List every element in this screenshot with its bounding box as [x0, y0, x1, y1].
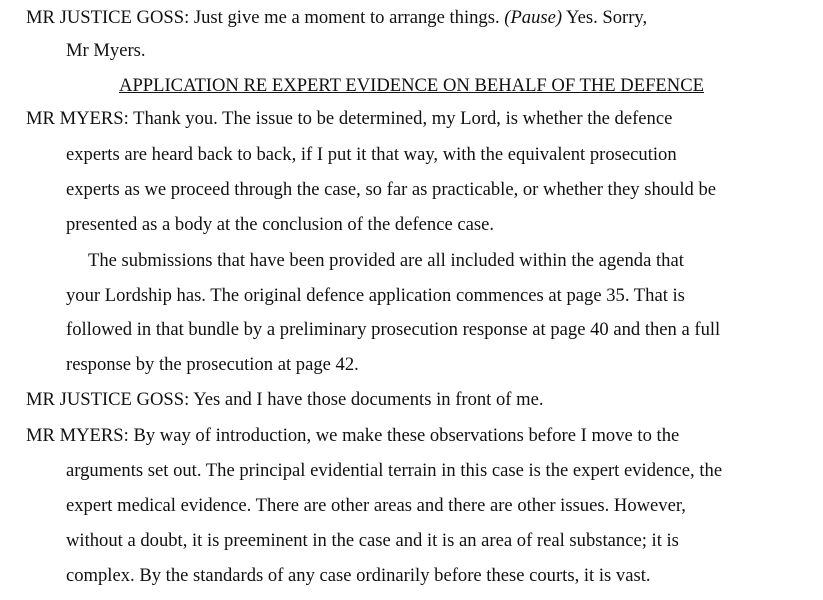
speech-text: Yes. Sorry, — [562, 7, 648, 28]
transcript-line: response by the prosecution at page 42. — [66, 354, 359, 375]
transcript-line: Mr Myers. — [66, 40, 146, 61]
transcript-line: experts are heard back to back, if I put it that way, with the equivalent prosecution — [66, 144, 677, 165]
section-heading: APPLICATION RE EXPERT EVIDENCE ON BEHALF OF THE DEFENCE — [119, 75, 704, 96]
transcript-line: without a doubt, it is preeminent in the case and it is an area of real substance; it is — [66, 530, 679, 551]
transcript-line: The submissions that have been provided are all included within the agenda that — [88, 250, 684, 271]
stage-direction: (Pause) — [504, 7, 563, 28]
speech-text: MR JUSTICE GOSS: Just give me a moment to arrange things. — [26, 7, 505, 28]
transcript-line: experts as we proceed through the case, so far as practicable, or whether they should be — [66, 179, 717, 200]
transcript-line: followed in that bundle by a preliminary prosecution response at page 40 and then a full — [66, 319, 721, 340]
transcript-line: your Lordship has. The original defence application commences at page 35. That is — [66, 285, 685, 306]
transcript-line: presented as a body at the conclusion of the defence case. — [66, 214, 494, 235]
transcript-line: complex. By the standards of any case ordinarily before these courts, it is vast. — [66, 565, 651, 586]
transcript-line — [26, 7, 647, 29]
transcript-line: MR MYERS: Thank you. The issue to be determined, my Lord, is whether the defence — [26, 108, 673, 129]
transcript-line: arguments set out. The principal evidential terrain in this case is the expert evidence, the — [66, 460, 723, 481]
transcript-line: MR MYERS: By way of introduction, we make these observations before I move to the — [26, 425, 680, 446]
transcript-line: expert medical evidence. There are other areas and there are other issues. However, — [66, 495, 686, 516]
transcript-line: MR JUSTICE GOSS: Yes and I have those documents in front of me. — [26, 389, 544, 410]
